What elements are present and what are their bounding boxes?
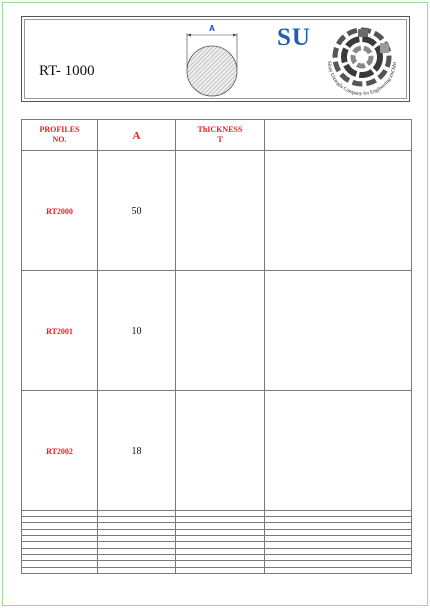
header-profiles-line1: PROFILES — [39, 125, 80, 134]
round-profile-drawing — [177, 19, 247, 99]
a-cell: 50 — [98, 151, 176, 271]
extra-cell — [265, 567, 412, 573]
profile-section-circle — [187, 46, 237, 96]
header-thickness-line1: ThICKNESS — [197, 125, 243, 134]
thickness-cell — [176, 151, 265, 271]
logo-arc-text: Sinay Ustaoglu Company for Engineering and Met — [325, 60, 399, 98]
logo-gear-block-top — [358, 29, 368, 37]
model-number: RT- 1000 — [39, 63, 95, 79]
thickness-cell — [176, 390, 265, 510]
profile-cell: RT2001 — [22, 270, 98, 390]
thickness-cell — [176, 567, 265, 573]
table-row — [22, 270, 412, 390]
extra-cell — [265, 151, 412, 271]
header-thickness — [176, 120, 265, 151]
a-cell: 18 — [98, 390, 176, 510]
logo-inner-ring — [353, 48, 371, 66]
header-extra — [265, 120, 412, 151]
logo-middle-ring — [344, 39, 380, 75]
profile-cell: RT2000 — [22, 151, 98, 271]
a-cell — [98, 567, 176, 573]
company-logo — [320, 21, 404, 101]
header-a: A — [98, 120, 176, 151]
header-profiles-no — [22, 120, 98, 151]
header-thickness-line2: T — [217, 135, 223, 144]
dimension-arrow-left — [187, 34, 191, 37]
thickness-cell — [176, 270, 265, 390]
title-block — [21, 16, 410, 102]
table-row — [22, 567, 412, 573]
table-row — [22, 390, 412, 510]
extra-cell — [265, 270, 412, 390]
extra-cell — [265, 390, 412, 510]
brand-mark: SU — [277, 24, 311, 51]
dimension-label: A — [209, 24, 215, 33]
dimension-arrow-right — [233, 34, 237, 37]
logo-gear-block-right — [380, 43, 389, 53]
table-header-row — [22, 120, 412, 151]
header-profiles-line2: NO. — [52, 135, 67, 144]
profile-spec-table — [21, 119, 412, 574]
profile-cell: RT2002 — [22, 390, 98, 510]
profile-cell — [22, 567, 98, 573]
a-cell: 10 — [98, 270, 176, 390]
table-row — [22, 151, 412, 271]
